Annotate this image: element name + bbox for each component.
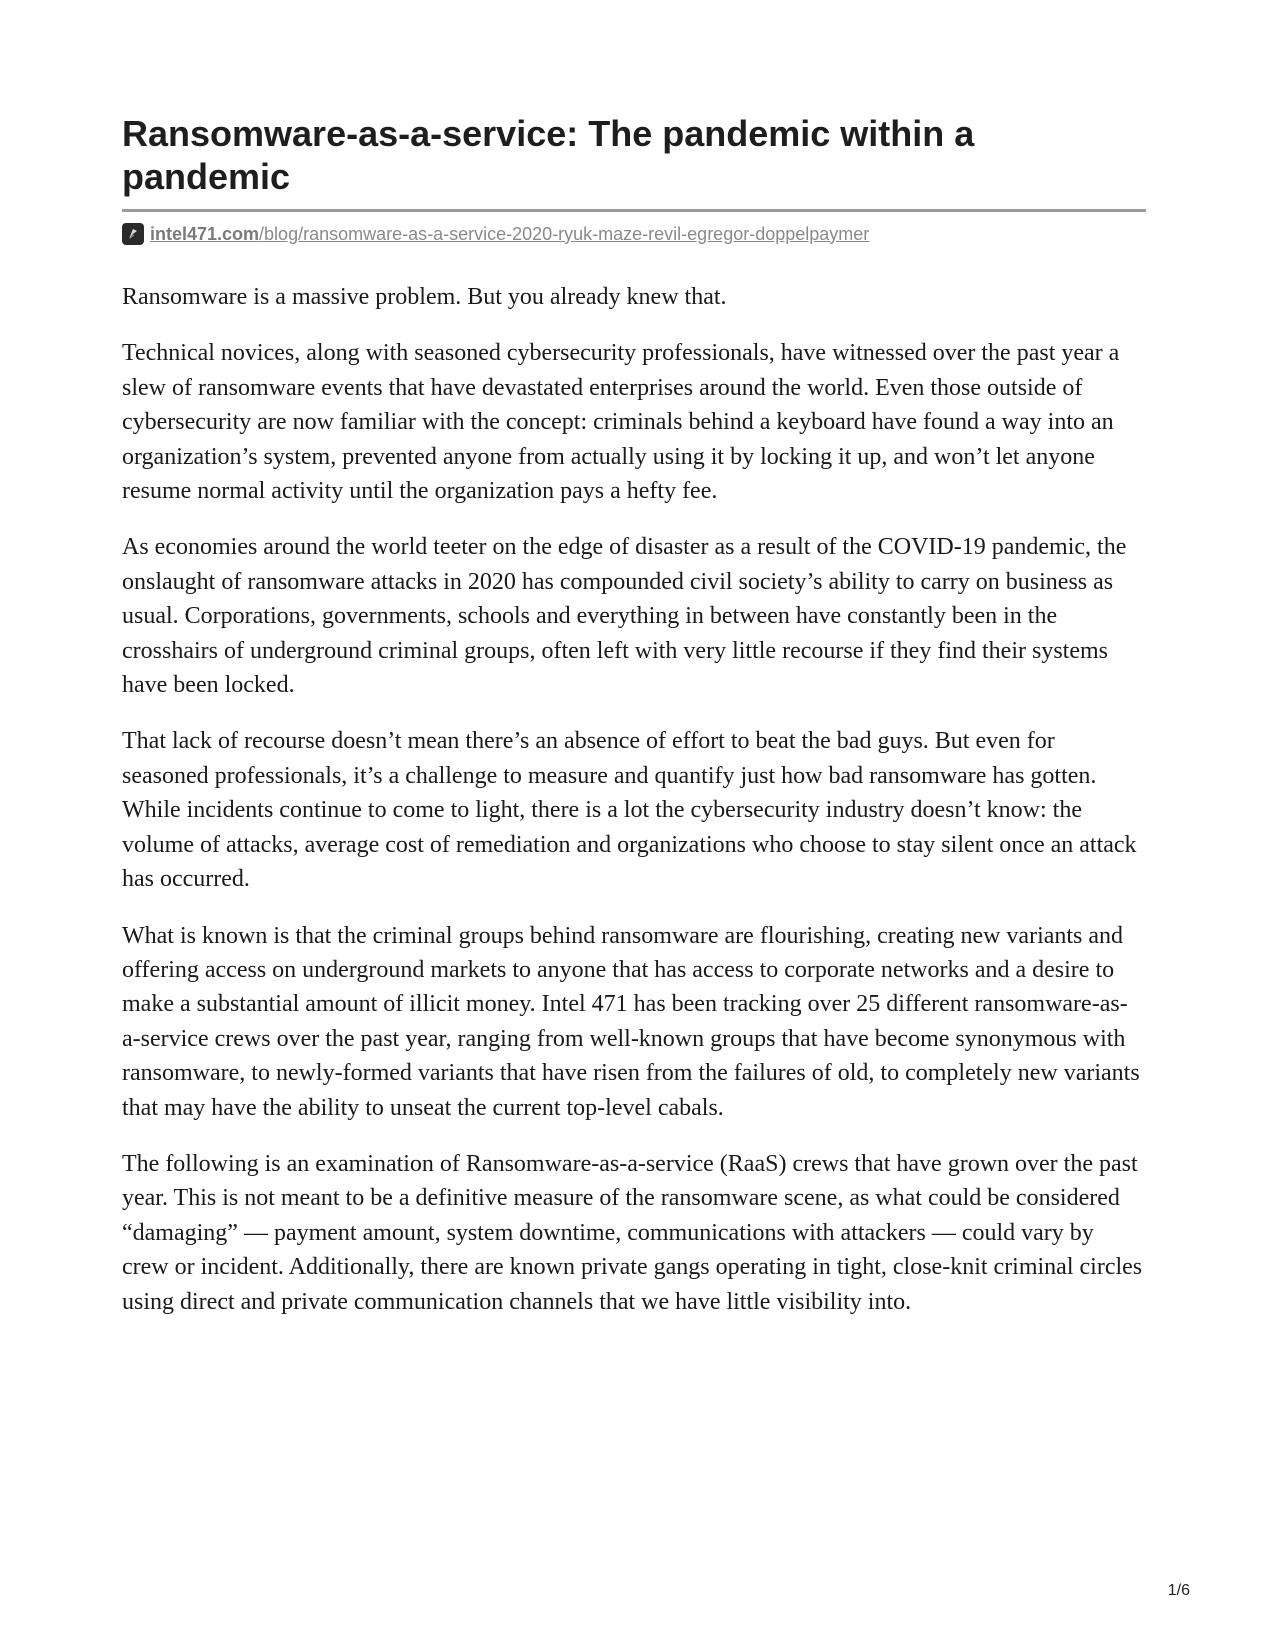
paragraph: What is known is that the criminal groups behind ransomware are flourishing, creating new variants and offering access on underground markets to anyone that has access to corporate networks and a desire to make a substantial amount of illicit money. Intel 471 has been tracking over 25 different ransomware-as-a-service crews over the past year, ranging from well-known groups that have become synonymous with ransomware, to newly-formed variants that have risen from the failures of old, to completely new variants that may have the ability to unseat the current top-level cabals. <box>122 922 1140 1121</box>
paragraph: As economies around the world teeter on the edge of disaster as a result of the COVID-19 pandemic, the onslaught of ransomware attacks in 2020 has compounded civil society’s ability to carry on business as usual. Corporations, governments, schools and everything in between have constantly been in the crosshairs of underground criminal groups, often left with very little recourse if they find their systems have been locked. <box>122 534 1127 699</box>
paragraph: The following is an examination of Ransomware-as-a-service (RaaS) crews that have grown over the past year. This is not meant to be a definitive measure of the ransomware scene, as what could be considered “damaging” — payment amount, system downtime, communications with attackers — could vary by crew or incident. Additionally, there are known private gangs operating in tight, close-knit criminal circles using direct and private communication channels that we have little visibility into. <box>122 1150 1143 1315</box>
paragraph: Technical novices, along with seasoned cybersecurity professionals, have witnessed over the past year a slew of ransomware events that have devastated enterprises around the world. Even those outside of cybersecurity are now familiar with the concept: criminals behind a keyboard have found a way into an organization’s system, prevented anyone from actually using it by locking it up, and won’t let anyone resume normal activity until the organization pays a hefty fee. <box>122 340 1120 505</box>
source-url-link[interactable] <box>150 224 869 245</box>
article-body <box>122 280 1146 1319</box>
page-number: 1/6 <box>1167 1582 1190 1599</box>
source-domain: intel471.com <box>150 223 260 244</box>
source-path: /blog/ransomware-as-a-service-2020-ryuk-maze-revil-egregor-doppelpaymer <box>259 223 870 244</box>
site-favicon-icon <box>122 223 144 245</box>
paragraph: That lack of recourse doesn’t mean there’s an absence of effort to beat the bad guys. But even for seasoned professionals, it’s a challenge to measure and quantify just how bad ransomware has gotten. While incidents continue to come to light, there is a lot the cybersecurity industry doesn’t know: the volume of attacks, average cost of remediation and organizations who choose to stay silent once an attack has occurred. <box>122 728 1137 893</box>
paragraph: Ransomware is a massive problem. But you already knew that. <box>122 284 727 310</box>
source-link-row <box>122 222 1146 246</box>
title-divider <box>122 209 1146 212</box>
page-title: Ransomware-as-a-service: The pandemic within a pandemic <box>122 113 975 197</box>
article <box>122 112 1146 1341</box>
